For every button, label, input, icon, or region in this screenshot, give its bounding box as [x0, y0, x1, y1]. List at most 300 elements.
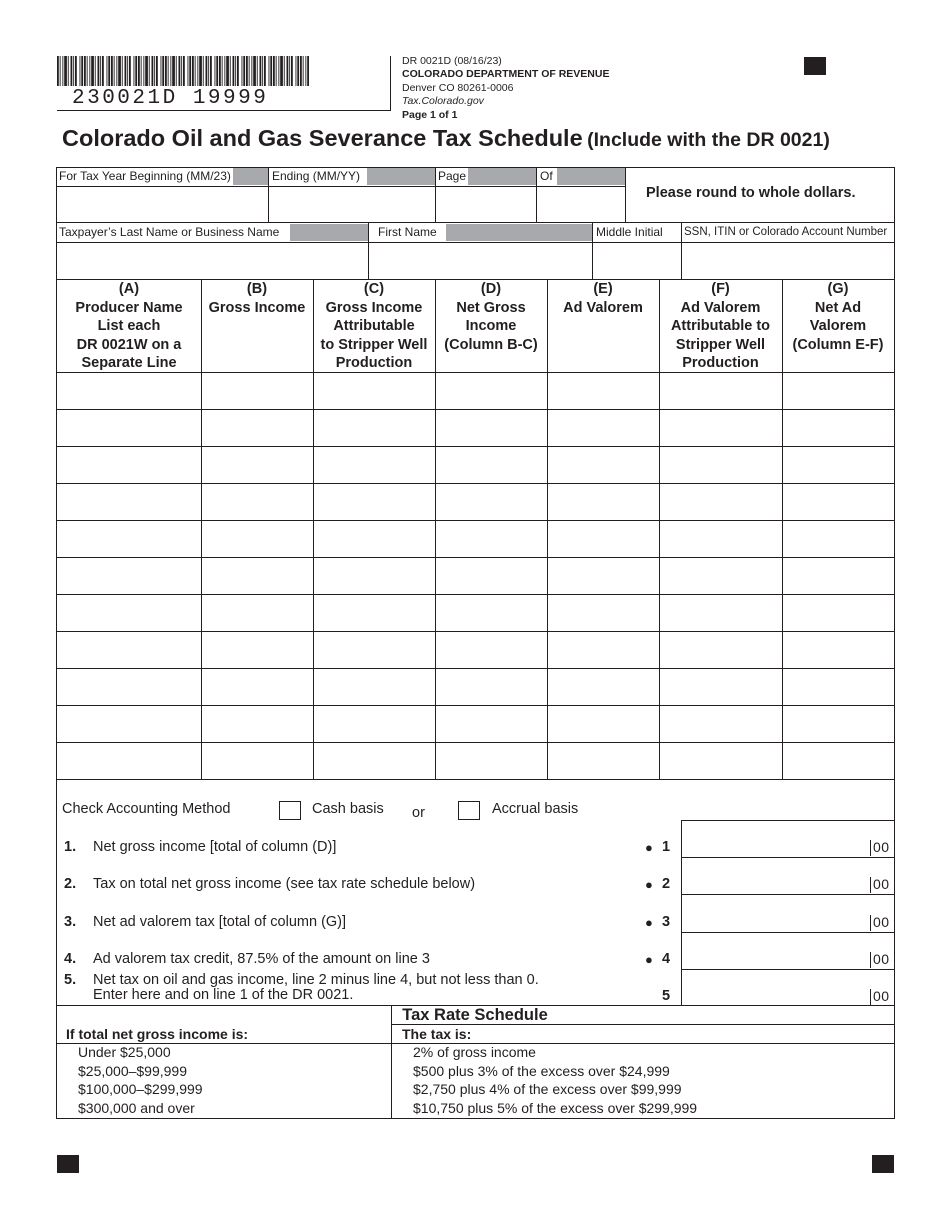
barcode-bar	[114, 56, 115, 86]
barcode-bar	[111, 56, 113, 86]
cell-row-6-col-a[interactable]	[58, 559, 200, 593]
cell-row-5-col-g[interactable]	[784, 522, 893, 556]
barcode-bar	[141, 56, 142, 86]
cell-row-2-col-f[interactable]	[661, 411, 781, 445]
barcode-bar	[235, 56, 236, 86]
middle-initial-input[interactable]	[594, 244, 680, 278]
of-input[interactable]	[538, 188, 624, 221]
row-divider	[56, 446, 895, 447]
line-5-cents: 00	[873, 988, 890, 1004]
last-name-input[interactable]	[58, 244, 367, 278]
line-2-amount-input[interactable]	[683, 859, 869, 892]
cell-row-7-col-c[interactable]	[315, 596, 434, 630]
row-divider	[56, 594, 895, 595]
barcode-bar	[116, 56, 117, 86]
barcode-divider	[57, 110, 390, 111]
cell-row-1-col-d[interactable]	[437, 374, 546, 408]
cell-row-5-col-c[interactable]	[315, 522, 434, 556]
column-header-g: (G) Net Ad Valorem (Column E-F)	[792, 281, 884, 353]
barcode-bar	[73, 56, 74, 86]
barcode-bar	[154, 56, 155, 86]
first-name-input[interactable]	[370, 244, 591, 278]
cell-row-9-col-e[interactable]	[549, 670, 658, 704]
cell-row-7-col-d[interactable]	[437, 596, 546, 630]
barcode-bar	[199, 56, 202, 86]
rate-schedule-title: Tax Rate Schedule	[402, 1006, 548, 1024]
shaded-block	[367, 168, 435, 185]
line-2-ref: 2	[662, 876, 671, 892]
barcode-bar	[284, 56, 285, 86]
column-divider	[659, 279, 660, 779]
cell-row-1-col-b[interactable]	[203, 374, 312, 408]
barcode-bar	[108, 56, 110, 86]
cell-row-5-col-a[interactable]	[58, 522, 200, 556]
line-5-ref: 5	[662, 988, 671, 1004]
cell-row-7-col-f[interactable]	[661, 596, 781, 630]
amount-box-border	[681, 932, 894, 933]
barcode-bar	[246, 56, 248, 86]
column-header-a: (A) Producer Name List each DR 0021W on a Separate Line	[75, 281, 183, 371]
line-1-text: Net gross income [total of column (D)]	[93, 839, 337, 855]
rate-tax-row: $500 plus 3% of the excess over $24,999	[413, 1062, 670, 1079]
cell-row-5-col-d[interactable]	[437, 522, 546, 556]
cash-basis-checkbox[interactable]	[279, 801, 301, 820]
tax-year-beginning-input[interactable]	[58, 188, 267, 221]
barcode-bar	[135, 56, 137, 86]
barcode-bar	[243, 56, 245, 86]
cell-row-2-col-b[interactable]	[203, 411, 312, 445]
cell-row-6-col-b[interactable]	[203, 559, 312, 593]
barcode-bar	[156, 56, 158, 86]
cell-row-10-col-f[interactable]	[661, 707, 781, 741]
cell-row-3-col-a[interactable]	[58, 448, 200, 482]
barcode-bar	[300, 56, 302, 86]
barcode-bar	[297, 56, 299, 86]
cell-row-11-col-b[interactable]	[203, 744, 312, 778]
cell-row-2-col-a[interactable]	[58, 411, 200, 445]
cell-row-6-col-e[interactable]	[549, 559, 658, 593]
line-4-amount-input[interactable]	[683, 934, 869, 967]
cell-row-9-col-b[interactable]	[203, 670, 312, 704]
line-1-number: 1.	[64, 839, 77, 855]
rate-tax-row: $10,750 plus 5% of the excess over $299,999	[413, 1099, 698, 1116]
field-divider	[536, 167, 537, 222]
cell-row-4-col-a[interactable]	[58, 485, 200, 519]
field-divider	[625, 167, 626, 222]
cell-row-1-col-c[interactable]	[315, 374, 434, 408]
barcode-bar	[170, 56, 171, 86]
barcode-bar	[206, 56, 208, 86]
barcode-bar	[210, 56, 212, 86]
rate-schedule-title-line	[391, 1024, 895, 1025]
barcode-bar	[81, 56, 83, 86]
cell-row-9-col-a[interactable]	[58, 670, 200, 704]
barcode-bar	[60, 56, 61, 86]
line-2-bullet: ●	[645, 877, 653, 892]
column-header-f: (F) Ad Valorem Attributable to Stripper Well Production	[670, 281, 771, 371]
barcode-bar	[237, 56, 239, 86]
barcode-bar	[276, 56, 277, 86]
line-3-ref: 3	[662, 914, 671, 930]
cell-row-1-col-e[interactable]	[549, 374, 658, 408]
cell-row-11-col-g[interactable]	[784, 744, 893, 778]
rate-income-row: $300,000 and over	[78, 1099, 195, 1116]
column-divider	[313, 279, 314, 779]
shaded-block	[233, 168, 268, 185]
cell-row-9-col-f[interactable]	[661, 670, 781, 704]
barcode-number: 230021D 19999	[72, 87, 269, 110]
registration-mark-bottom-right	[872, 1155, 894, 1173]
barcode-bar	[64, 56, 67, 86]
row-divider	[56, 557, 895, 558]
amount-box-border	[681, 820, 682, 1006]
cell-row-10-col-d[interactable]	[437, 707, 546, 741]
cell-row-9-col-d[interactable]	[437, 670, 546, 704]
barcode-bar	[260, 56, 262, 86]
barcode-bar	[125, 56, 127, 86]
registration-mark-bottom-left	[57, 1155, 79, 1173]
column-divider	[201, 279, 202, 779]
barcode-bar	[100, 56, 101, 86]
column-header-b: (B) Gross Income	[208, 281, 306, 316]
row-divider	[56, 705, 895, 706]
cell-row-3-col-c[interactable]	[315, 448, 434, 482]
line-4-number: 4.	[64, 951, 77, 967]
cell-row-8-col-c[interactable]	[315, 633, 434, 667]
cell-row-10-col-c[interactable]	[315, 707, 434, 741]
page-title	[62, 125, 830, 152]
barcode-bar	[230, 56, 231, 86]
row-divider	[56, 372, 895, 373]
field-row1-label-line	[56, 186, 626, 187]
barcode-bar	[162, 56, 164, 86]
cell-row-4-col-d[interactable]	[437, 485, 546, 519]
cell-row-9-col-g[interactable]	[784, 670, 893, 704]
column-divider	[547, 279, 548, 779]
barcode-bar	[165, 56, 167, 86]
barcode-bar	[215, 56, 216, 86]
cell-row-1-col-f[interactable]	[661, 374, 781, 408]
barcode-bar	[91, 56, 94, 86]
barcode-bar	[257, 56, 258, 86]
barcode-bar	[176, 56, 177, 86]
cell-row-3-col-b[interactable]	[203, 448, 312, 482]
line-2-number: 2.	[64, 876, 77, 892]
rate-schedule-col1-header: If total net gross income is:	[66, 1026, 249, 1042]
row-divider	[56, 668, 895, 669]
accounting-method-label: Check Accounting Method	[62, 801, 231, 817]
line-3-text: Net ad valorem tax [total of column (G)]	[93, 914, 347, 930]
line-5-amount-input[interactable]	[683, 971, 869, 1004]
barcode-bar	[273, 56, 275, 86]
row-divider	[56, 520, 895, 521]
cell-row-3-col-d[interactable]	[437, 448, 546, 482]
cell-row-3-col-e[interactable]	[549, 448, 658, 482]
cell-row-2-col-g[interactable]	[784, 411, 893, 445]
cell-row-5-col-e[interactable]	[549, 522, 658, 556]
barcode-bar	[296, 56, 297, 86]
ssn-input[interactable]	[683, 244, 893, 278]
barcode-bar	[216, 56, 218, 86]
line-2-text: Tax on total net gross income (see tax rate schedule below)	[93, 876, 476, 892]
barcode-bar	[127, 56, 128, 86]
cell-row-7-col-g[interactable]	[784, 596, 893, 630]
barcode-bar	[269, 56, 270, 86]
cell-row-6-col-f[interactable]	[661, 559, 781, 593]
cell-row-10-col-b[interactable]	[203, 707, 312, 741]
line-5-text-2: Enter here and on line 1 of the DR 0021.	[93, 987, 354, 1003]
accrual-basis-checkbox[interactable]	[458, 801, 480, 820]
column-divider	[782, 279, 783, 779]
barcode-bar	[80, 56, 81, 86]
barcode-bar	[305, 56, 306, 86]
barcode-bar	[75, 56, 77, 86]
barcode-bar	[208, 56, 209, 86]
cents-divider	[870, 989, 871, 1005]
barcode-bar	[253, 56, 256, 86]
line-5-text: Net tax on oil and gas income, line 2 minus line 4, but not less than 0.	[93, 972, 539, 988]
barcode-bar	[303, 56, 304, 86]
rate-income-row: $100,000–$299,999	[78, 1081, 203, 1097]
field-divider	[368, 222, 369, 279]
barcode-bar	[183, 56, 185, 86]
line-3-bullet: ●	[645, 915, 653, 930]
cents-divider	[870, 915, 871, 931]
barcode-bar	[233, 56, 235, 86]
ssn-label: SSN, ITIN or Colorado Account Number	[684, 226, 888, 238]
cell-row-4-col-f[interactable]	[661, 485, 781, 519]
cell-row-2-col-d[interactable]	[437, 411, 546, 445]
line-4-text: Ad valorem tax credit, 87.5% of the amount on line 3	[93, 951, 430, 967]
barcode-bar	[224, 56, 225, 86]
barcode-bar	[278, 56, 279, 86]
rate-income-list	[78, 1043, 203, 1117]
cell-row-6-col-c[interactable]	[315, 559, 434, 593]
amount-box-border	[681, 820, 894, 821]
barcode-image	[57, 56, 309, 86]
cell-row-8-col-f[interactable]	[661, 633, 781, 667]
cell-row-6-col-g[interactable]	[784, 559, 893, 593]
line-1-amount-input[interactable]	[683, 822, 869, 855]
cell-row-4-col-e[interactable]	[549, 485, 658, 519]
barcode-bar	[307, 56, 309, 86]
rate-tax-list	[413, 1043, 697, 1117]
cell-row-5-col-b[interactable]	[203, 522, 312, 556]
cell-row-8-col-e[interactable]	[549, 633, 658, 667]
barcode-bar	[149, 56, 150, 86]
barcode-bar	[122, 56, 123, 86]
form-header-info	[402, 55, 609, 122]
barcode-bar	[118, 56, 121, 86]
shaded-block	[290, 224, 368, 241]
accrual-basis-label: Accrual basis	[492, 801, 579, 817]
column-header-e: (E) Ad Valorem	[563, 281, 643, 316]
rate-income-row: $25,000–$99,999	[78, 1062, 187, 1079]
barcode-bar	[138, 56, 140, 86]
cash-basis-label: Cash basis	[312, 801, 384, 817]
barcode-bar	[195, 56, 196, 86]
shaded-block	[557, 168, 625, 185]
cell-row-3-col-f[interactable]	[661, 448, 781, 482]
barcode-bar	[71, 56, 73, 86]
barcode-bar	[172, 56, 175, 86]
barcode-bar	[84, 56, 86, 86]
shaded-block	[468, 168, 536, 185]
barcode-bar	[249, 56, 250, 86]
barcode-divider-vertical	[390, 56, 391, 111]
column-header-c: (C) Gross Income Attributable to Stripper Well Production	[320, 281, 428, 371]
form-id: DR 0021D (08/16/23)	[402, 55, 502, 67]
cell-row-11-col-d[interactable]	[437, 744, 546, 778]
cell-row-8-col-d[interactable]	[437, 633, 546, 667]
row-divider	[56, 779, 895, 780]
barcode-bar	[192, 56, 194, 86]
cell-row-8-col-b[interactable]	[203, 633, 312, 667]
barcode-bar	[179, 56, 181, 86]
line-4-ref: 4	[662, 951, 671, 967]
cell-row-3-col-g[interactable]	[784, 448, 893, 482]
line-1-ref: 1	[662, 839, 671, 855]
cell-row-2-col-c[interactable]	[315, 411, 434, 445]
registration-mark-top-right	[804, 57, 826, 75]
barcode-bar	[181, 56, 182, 86]
barcode-bar	[219, 56, 221, 86]
cell-row-6-col-d[interactable]	[437, 559, 546, 593]
cell-row-11-col-e[interactable]	[549, 744, 658, 778]
field-row2-label-line	[56, 242, 895, 243]
title-sub: (Include with the DR 0021)	[587, 129, 830, 151]
barcode-bar	[143, 56, 144, 86]
line-4-cents: 00	[873, 950, 890, 967]
shaded-block	[446, 224, 592, 241]
line-1-cents: 00	[873, 839, 890, 856]
page-input[interactable]	[437, 188, 535, 221]
department-name: COLORADO DEPARTMENT OF REVENUE	[402, 68, 610, 81]
cell-row-11-col-a[interactable]	[58, 744, 200, 778]
barcode-bar	[264, 56, 266, 86]
first-name-label: First Name	[378, 225, 437, 239]
barcode-bar	[68, 56, 69, 86]
cell-row-5-col-f[interactable]	[661, 522, 781, 556]
barcode-bar	[161, 56, 162, 86]
column-divider	[435, 279, 436, 779]
ending-input[interactable]	[270, 188, 434, 221]
cell-row-4-col-g[interactable]	[784, 485, 893, 519]
ending-label: Ending (MM/YY)	[272, 169, 361, 183]
barcode-bar	[145, 56, 148, 86]
line-4-bullet: ●	[645, 952, 653, 967]
barcode-bar	[62, 56, 63, 86]
cell-row-4-col-c[interactable]	[315, 485, 434, 519]
rate-schedule-col2-header: The tax is:	[402, 1026, 472, 1042]
line-2-cents: 00	[873, 876, 890, 893]
rate-schedule-divider	[391, 1005, 392, 1119]
barcode-bar	[226, 56, 229, 86]
barcode-bar	[168, 56, 169, 86]
barcode-bar	[188, 56, 189, 86]
cell-row-8-col-a[interactable]	[58, 633, 200, 667]
amount-box-border	[681, 969, 894, 970]
barcode-bar	[189, 56, 191, 86]
title-main: Colorado Oil and Gas Severance Tax Schedule	[62, 125, 583, 151]
barcode-bar	[197, 56, 198, 86]
row-divider	[56, 483, 895, 484]
field-row1-bottom-line	[56, 222, 895, 223]
page-label: Page	[438, 169, 467, 183]
round-note: Please round to whole dollars.	[646, 185, 856, 201]
barcode-bar	[57, 56, 59, 86]
cell-row-10-col-g[interactable]	[784, 707, 893, 741]
barcode-bar	[129, 56, 131, 86]
or-label: or	[412, 805, 425, 821]
cell-row-11-col-c[interactable]	[315, 744, 434, 778]
rate-tax-row: $2,750 plus 4% of the excess over $99,999	[413, 1081, 682, 1097]
line-3-number: 3.	[64, 914, 77, 930]
barcode-bar	[280, 56, 283, 86]
rate-income-row: Under $25,000	[78, 1044, 171, 1060]
line-5-number: 5.	[64, 972, 77, 988]
field-divider	[268, 167, 269, 222]
cents-divider	[870, 840, 871, 856]
cents-divider	[870, 877, 871, 893]
barcode-bar	[87, 56, 88, 86]
cell-row-1-col-a[interactable]	[58, 374, 200, 408]
line-3-amount-input[interactable]	[683, 896, 869, 929]
barcode-bar	[98, 56, 100, 86]
rate-tax-row: 2% of gross income	[413, 1044, 536, 1060]
last-name-label: Taxpayer’s Last Name or Business Name	[59, 225, 280, 239]
line-3-cents: 00	[873, 913, 890, 930]
row-divider	[56, 631, 895, 632]
barcode-bar	[242, 56, 243, 86]
cell-row-10-col-a[interactable]	[58, 707, 200, 741]
barcode-bar	[289, 56, 290, 86]
middle-initial-label: Middle Initial	[596, 225, 663, 239]
barcode-bar	[134, 56, 135, 86]
department-website: Tax.Colorado.gov	[402, 95, 484, 108]
cents-divider	[870, 952, 871, 968]
cell-row-7-col-b[interactable]	[203, 596, 312, 630]
cell-row-2-col-e[interactable]	[549, 411, 658, 445]
cell-row-4-col-b[interactable]	[203, 485, 312, 519]
tax-year-beginning-label: For Tax Year Beginning (MM/23)	[59, 169, 231, 183]
cell-row-9-col-c[interactable]	[315, 670, 434, 704]
field-divider	[592, 222, 593, 279]
cell-row-10-col-e[interactable]	[549, 707, 658, 741]
barcode-bar	[95, 56, 96, 86]
barcode-bar	[270, 56, 272, 86]
barcode-bar	[102, 56, 104, 86]
barcode-bar	[251, 56, 252, 86]
of-label: Of	[540, 169, 553, 183]
barcode-bar	[222, 56, 223, 86]
barcode-bar	[262, 56, 263, 86]
cell-row-11-col-f[interactable]	[661, 744, 781, 778]
page-info: Page 1 of 1	[402, 108, 458, 121]
cell-row-8-col-g[interactable]	[784, 633, 893, 667]
barcode-bar	[203, 56, 204, 86]
cell-row-7-col-a[interactable]	[58, 596, 200, 630]
amount-box-border	[681, 894, 894, 895]
barcode-bar	[107, 56, 108, 86]
barcode-bar	[291, 56, 293, 86]
barcode-bar	[287, 56, 289, 86]
row-divider	[56, 409, 895, 410]
cell-row-7-col-e[interactable]	[549, 596, 658, 630]
barcode-bar	[152, 56, 154, 86]
barcode-bar	[89, 56, 90, 86]
cell-row-1-col-g[interactable]	[784, 374, 893, 408]
